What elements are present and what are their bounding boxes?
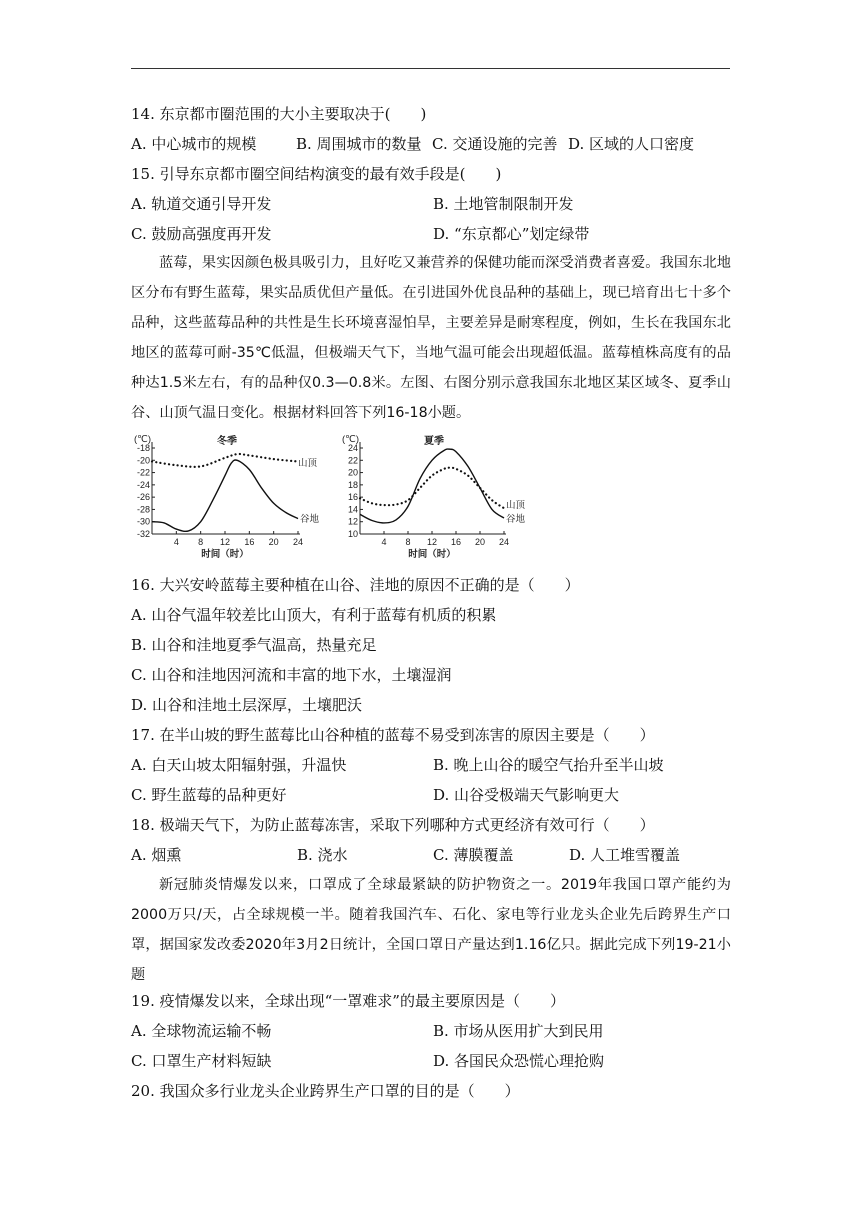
summer-chart xyxy=(342,434,526,560)
q17-option-a[interactable]: A. 白天山坡太阳辐射强，升温快 xyxy=(131,756,347,774)
x-tick-label: 12 xyxy=(219,537,231,547)
y-tick-label: 10 xyxy=(347,529,358,539)
temperature-charts xyxy=(120,426,540,566)
x-axis-label: 时间（时） xyxy=(408,549,456,560)
x-tick-label: 4 xyxy=(381,537,387,547)
q15-option-b[interactable]: B. 土地管制限制开发 xyxy=(433,195,574,213)
x-axis-label: 时间（时） xyxy=(201,549,249,560)
x-tick-label: 4 xyxy=(173,537,179,547)
y-tick-label: 14 xyxy=(347,504,358,515)
q20-stem: 20. 我国众多行业龙头企业跨界生产口罩的目的是（ ） xyxy=(131,1082,520,1100)
q15-option-d[interactable]: D. “东京都心”划定绿带 xyxy=(433,225,590,243)
x-tick-label: 20 xyxy=(474,537,486,547)
y-axis-label: (℃) xyxy=(342,434,359,445)
q19-option-d[interactable]: D. 各国民众恐慌心理抢购 xyxy=(433,1052,605,1070)
header-rule xyxy=(131,68,730,69)
blueberry-passage: 蓝莓，果实因颜色极具吸引力，且好吃又兼营养的保健功能而深受消费者喜爱。我国东北地区分布有野生蓝莓，果实品质优但产量低。在引进国外优良品种的基础上，现已培育出七十多个品种，这些蓝莓品种的共性是生长环境喜湿怕旱，主要差异是耐寒程度，例如，生长在我国东北地区的蓝莓可耐-35℃低温，但极端天气下，当地气温可能会出现超低温。蓝莓植株高度有的品种达1.5米左右，有的品种仅0.3—0.8米。左图、右图分别示意我国东北地区某区域冬、夏季山谷、山顶气温日变化。根据材料回答下列16-18小题。 xyxy=(131,255,731,421)
q14-option-a[interactable]: A. 中心城市的规模 xyxy=(131,135,257,153)
y-tick-label: -28 xyxy=(136,504,150,515)
y-tick-label: -32 xyxy=(136,529,150,539)
y-tick-label: 24 xyxy=(347,443,358,453)
y-tick-label: 20 xyxy=(347,467,358,478)
winter-chart xyxy=(134,434,320,560)
y-tick-label: -26 xyxy=(136,492,150,503)
q18-option-b[interactable]: B. 浇水 xyxy=(297,846,348,864)
series-line-valley xyxy=(152,460,298,531)
q14-option-c[interactable]: C. 交通设施的完善 xyxy=(432,135,558,153)
y-tick-label: 12 xyxy=(347,516,358,527)
series-line-mountaintop xyxy=(152,454,298,467)
q19-option-c[interactable]: C. 口罩生产材料短缺 xyxy=(131,1052,272,1070)
series-line-valley xyxy=(360,449,504,523)
x-tick-label: 24 xyxy=(292,537,304,547)
q19-stem: 19. 疫情爆发以来，全球出现“一罩难求”的最主要原因是（ ） xyxy=(131,992,565,1010)
y-tick-label: -22 xyxy=(136,467,150,478)
series-label: 山顶 xyxy=(506,500,526,511)
y-tick-label: -30 xyxy=(136,516,150,527)
q16-option-b[interactable]: B. 山谷和洼地夏季气温高，热量充足 xyxy=(131,636,377,654)
series-label: 谷地 xyxy=(506,514,526,525)
series-label: 山顶 xyxy=(298,458,318,469)
q16-stem: 16. 大兴安岭蓝莓主要种植在山谷、洼地的原因不正确的是（ ） xyxy=(131,576,580,594)
q14-stem: 14. 东京都市圈范围的大小主要取决于( ) xyxy=(131,105,427,123)
q19-option-a[interactable]: A. 全球物流运输不畅 xyxy=(131,1022,272,1040)
q15-option-a[interactable]: A. 轨道交通引导开发 xyxy=(131,195,272,213)
y-tick-label: -18 xyxy=(136,443,150,453)
q17-option-b[interactable]: B. 晚上山谷的暖空气抬升至半山坡 xyxy=(433,756,664,774)
y-tick-label: 18 xyxy=(347,479,358,490)
x-tick-label: 12 xyxy=(426,537,438,547)
y-tick-label: 16 xyxy=(347,492,358,503)
x-tick-label: 16 xyxy=(244,537,255,547)
y-tick-label: -24 xyxy=(136,479,150,490)
y-axis-label: (℃) xyxy=(134,434,151,445)
q14-option-b[interactable]: B. 周围城市的数量 xyxy=(296,135,422,153)
chart-title: 夏季 xyxy=(424,436,444,447)
series-line-mountaintop xyxy=(360,468,504,509)
q16-option-a[interactable]: A. 山谷气温年较差比山顶大，有利于蓝莓有机质的积累 xyxy=(131,606,497,624)
y-tick-label: 22 xyxy=(347,455,358,466)
q18-option-a[interactable]: A. 烟熏 xyxy=(131,846,182,864)
q14-option-d[interactable]: D. 区域的人口密度 xyxy=(568,135,695,153)
x-tick-label: 8 xyxy=(405,537,411,547)
q16-option-d[interactable]: D. 山谷和洼地土层深厚，土壤肥沃 xyxy=(131,696,363,714)
q17-stem: 17. 在半山坡的野生蓝莓比山谷种植的蓝莓不易受到冻害的原因主要是（ ） xyxy=(131,726,655,744)
q18-stem: 18. 极端天气下，为防止蓝莓冻害，采取下列哪种方式更经济有效可行（ ） xyxy=(131,816,655,834)
q18-option-d[interactable]: D. 人工堆雪覆盖 xyxy=(569,846,681,864)
x-tick-label: 24 xyxy=(498,537,510,547)
q17-option-d[interactable]: D. 山谷受极端天气影响更大 xyxy=(433,786,620,804)
q19-option-b[interactable]: B. 市场从医用扩大到民用 xyxy=(433,1022,604,1040)
q16-option-c[interactable]: C. 山谷和洼地因河流和丰富的地下水，土壤湿润 xyxy=(131,666,452,684)
q18-option-c[interactable]: C. 薄膜覆盖 xyxy=(433,846,514,864)
q17-option-c[interactable]: C. 野生蓝莓的品种更好 xyxy=(131,786,287,804)
y-tick-label: -20 xyxy=(136,455,150,466)
mask-passage: 新冠肺炎情爆发以来，口罩成了全球最紧缺的防护物资之一。2019年我国口罩产能约为2000万只/天，占全球规模一半。随着我国汽车、石化、家电等行业龙头企业先后跨界生产口罩，据国家发改委2020年3月2日统计，全国口罩日产量达到1.16亿只。据此完成下列19-21小题 xyxy=(131,877,731,983)
chart-title: 冬季 xyxy=(217,436,237,447)
q15-stem: 15. 引导东京都市圈空间结构演变的最有效手段是( ) xyxy=(131,165,502,183)
x-tick-label: 20 xyxy=(268,537,279,547)
q15-option-c[interactable]: C. 鼓励高强度再开发 xyxy=(131,225,272,243)
series-label: 谷地 xyxy=(300,514,320,525)
x-tick-label: 16 xyxy=(450,537,462,547)
x-tick-label: 8 xyxy=(198,537,204,547)
